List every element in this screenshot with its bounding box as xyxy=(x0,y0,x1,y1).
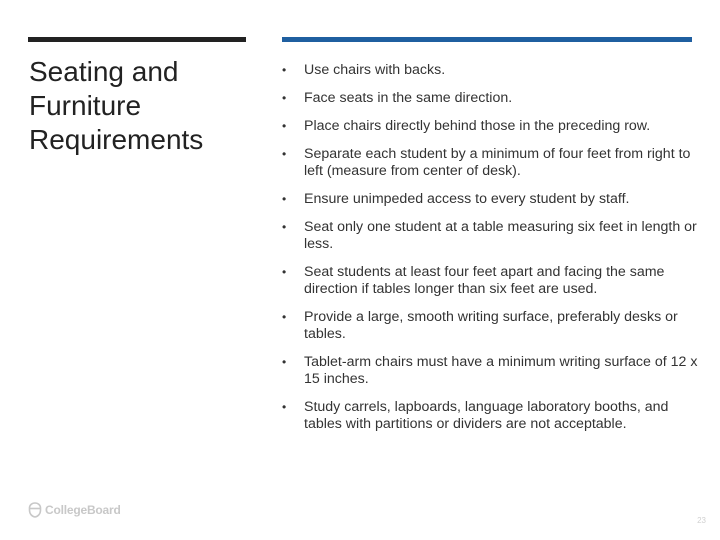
bullet-marker: • xyxy=(282,91,287,105)
collegeboard-logo xyxy=(28,501,121,519)
bullet-text: Provide a large, smooth writing surface, preferably desks or tables. xyxy=(304,309,678,342)
content-accent-bar xyxy=(282,37,692,42)
bullet-text: Study carrels, lapboards, language laboratory booths, and tables with partitions or dividers are not acceptable. xyxy=(304,399,669,432)
bullet-text: Seat students at least four feet apart and facing the same direction if tables longer than six feet are used. xyxy=(304,264,665,297)
bullet-item xyxy=(281,191,701,208)
logo-text: CollegeBoard xyxy=(45,503,121,517)
bullet-marker: • xyxy=(282,265,287,279)
bullet-marker: • xyxy=(282,147,287,161)
bullet-marker: • xyxy=(282,220,287,234)
bullet-text: Place chairs directly behind those in the preceding row. xyxy=(304,118,651,134)
title-accent-bar xyxy=(28,37,246,42)
bullet-text: Face seats in the same direction. xyxy=(304,90,513,106)
bullet-item xyxy=(281,399,701,433)
bullet-item xyxy=(281,146,701,180)
slide-title: Seating and Furniture Requirements xyxy=(29,56,204,155)
bullet-item xyxy=(281,90,701,107)
bullet-text: Seat only one student at a table measuring six feet in length or less. xyxy=(304,219,697,252)
bullet-item xyxy=(281,219,701,253)
bullet-marker: • xyxy=(282,119,287,133)
bullet-marker: • xyxy=(282,355,287,369)
bullet-item xyxy=(281,118,701,135)
bullet-text: Use chairs with backs. xyxy=(304,62,446,78)
bullet-text: Ensure unimpeded access to every student by staff. xyxy=(304,191,630,207)
bullet-marker: • xyxy=(282,63,287,77)
bullet-marker: • xyxy=(282,192,287,206)
acorn-icon xyxy=(28,502,42,518)
bullet-marker: • xyxy=(282,400,287,414)
bullet-marker: • xyxy=(282,310,287,324)
bullet-item xyxy=(281,354,701,388)
bullet-item xyxy=(281,62,701,79)
bullet-item xyxy=(281,309,701,343)
bullet-item xyxy=(281,264,701,298)
bullet-list xyxy=(281,62,701,444)
bullet-text: Separate each student by a minimum of four feet from right to left (measure from center of desk). xyxy=(304,146,691,179)
bullet-text: Tablet-arm chairs must have a minimum writing surface of 12 x 15 inches. xyxy=(304,354,698,387)
page-number: 23 xyxy=(697,516,706,525)
